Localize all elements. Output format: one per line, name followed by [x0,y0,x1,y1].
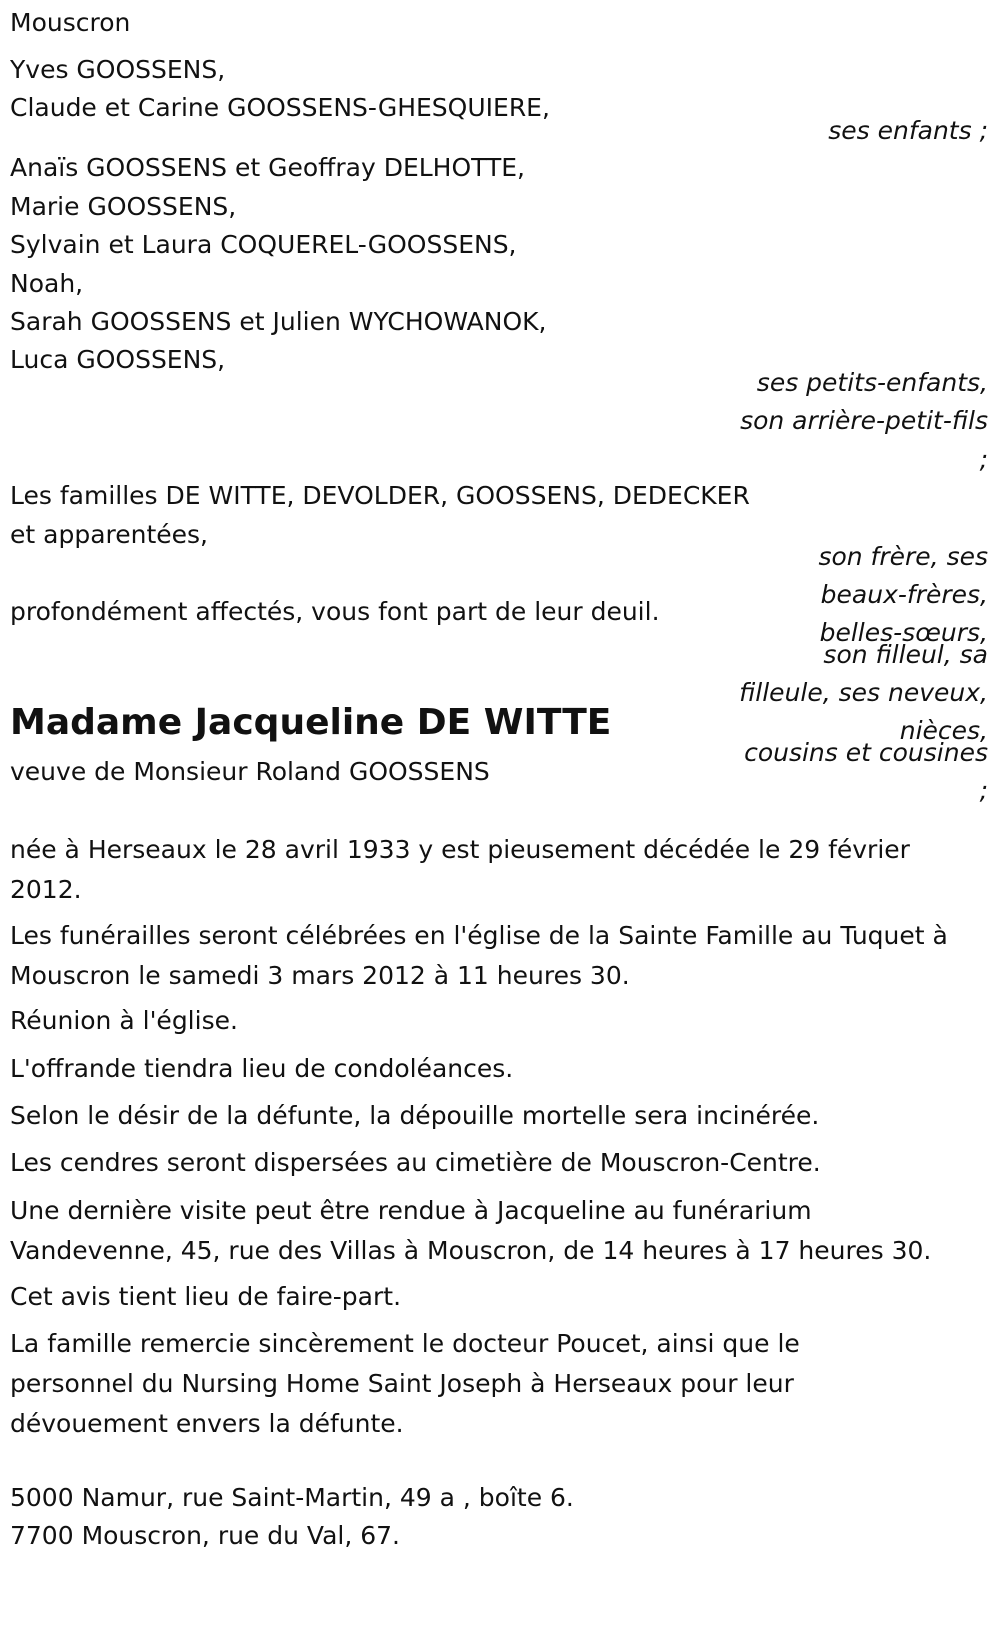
city-heading: Mouscron [10,8,131,37]
grandchild-name: Anaïs GOOSSENS et Geoffray DELHOTTE, [10,153,526,182]
birth-death-paragraph: née à Herseaux le 28 avril 1933 y est pieusement décédée le 29 février 2012. [10,835,910,904]
notice-paragraph: Cet avis tient lieu de faire-part. [10,1282,402,1311]
address-line: 7700 Mouscron, rue du Val, 67. [10,1521,401,1550]
families-line: et apparentées, [10,520,208,549]
thanks-paragraph: La famille remercie sincèrement le docteur Poucet, ainsi que le personnel du Nursing Home Saint Joseph à Herseaux pour leur dévouement envers la défunte. [10,1329,800,1438]
families-relation: son frère, ses beaux-frères, belles-sœurs, [818,542,988,647]
announcement-text: profondément affectés, vous font part de leur deuil. [10,597,660,626]
grandchild-name: Marie GOOSSENS, [10,192,237,221]
reunion-paragraph: Réunion à l'église. [10,1006,238,1035]
grandchild-name: Sarah GOOSSENS et Julien WYCHOWANOK, [10,307,547,336]
ashes-paragraph: Les cendres seront dispersées au cimetière de Mouscron-Centre. [10,1148,821,1177]
families-line: Les familles DE WITTE, DEVOLDER, GOOSSENS, DEDECKER [10,481,750,510]
offering-paragraph: L'offrande tiendra lieu de condoléances. [10,1054,514,1083]
funeral-paragraph: Les funérailles seront célébrées en l'église de la Sainte Famille au Tuquet à Mouscron le samedi 3 mars 2012 à 11 heures 30. [10,921,948,990]
children-name: Yves GOOSSENS, [10,55,226,84]
grandchildren-relation: ; [979,445,988,474]
deceased-name: Madame Jacqueline DE WITTE [10,702,612,743]
children-name: Claude et Carine GOOSSENS-GHESQUIERE, [10,93,550,122]
families-relation: cousins et cousines ; [744,738,988,805]
grandchild-name: Noah, [10,269,84,298]
cremation-paragraph: Selon le désir de la défunte, la dépouille mortelle sera incinérée. [10,1101,820,1130]
grandchild-name: Sylvain et Laura COQUEREL-GOOSSENS, [10,230,517,259]
visit-paragraph: Une dernière visite peut être rendue à Jacqueline au funérarium Vandevenne, 45, rue des Villas à Mouscron, de 14 heures à 17 heures 30. [10,1196,932,1265]
grandchild-name: Luca GOOSSENS, [10,345,226,374]
grandchildren-relation: ses petits-enfants, [756,368,988,397]
families-relation: son filleul, sa filleule, ses neveux, nièces, [739,640,988,745]
widow-of-text: veuve de Monsieur Roland GOOSSENS [10,757,490,786]
children-relation: ses enfants ; [828,116,988,145]
grandchildren-relation: son arrière-petit-fils [740,406,988,435]
address-line: 5000 Namur, rue Saint-Martin, 49 a , boîte 6. [10,1483,574,1512]
